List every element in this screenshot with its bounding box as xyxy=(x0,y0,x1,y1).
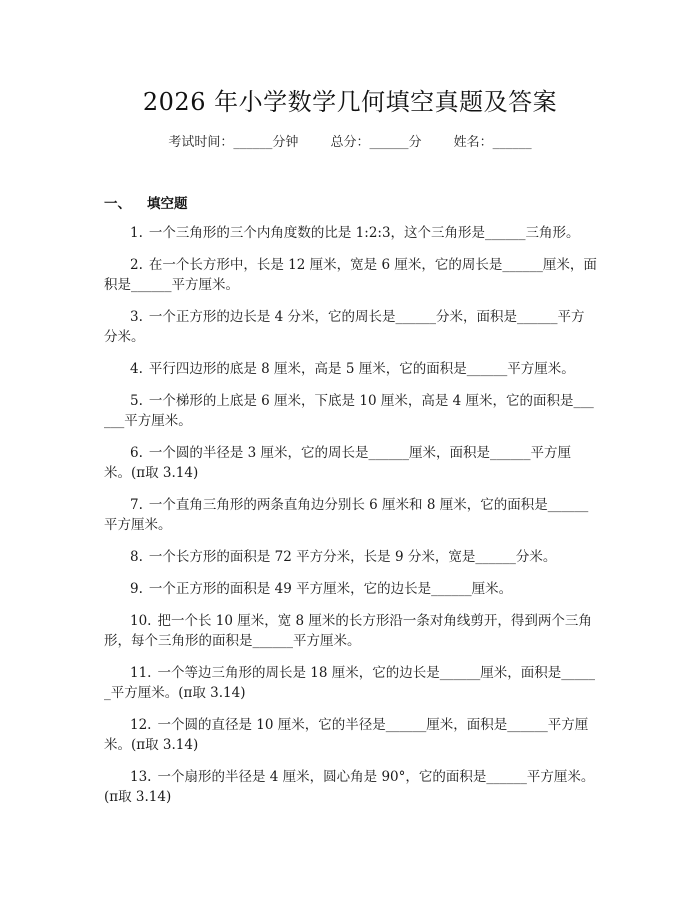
page-title: 2026 年小学数学几何填空真题及答案 xyxy=(142,88,558,116)
question-number: 2. xyxy=(130,257,143,273)
question-list xyxy=(104,223,598,819)
question-number: 11. xyxy=(130,665,152,681)
question-item xyxy=(104,767,598,807)
question-text: 一个三角形的三个内角度数的比是 1:2:3，这个三角形是______三角形。 xyxy=(148,225,580,241)
question-number: 10. xyxy=(130,613,152,629)
question-text: 一个圆的直径是 10 厘米，它的半径是______厘米，面积是______平方厘米。(π取 3.14) xyxy=(104,717,589,753)
section-title: 填空题 xyxy=(147,196,188,212)
question-text: 在一个长方形中，长是 12 厘米，宽是 6 厘米，它的周长是______厘米，面积是______平方厘米。 xyxy=(104,257,597,293)
question-item xyxy=(104,359,598,379)
section-number: 一、 xyxy=(104,196,131,212)
question-item xyxy=(104,223,598,243)
question-number: 7. xyxy=(130,497,143,513)
question-item xyxy=(104,391,598,431)
question-text: 一个正方形的边长是 4 分米，它的周长是______分米，面积是______平方分米。 xyxy=(104,309,585,345)
question-number: 1. xyxy=(130,225,143,241)
question-text: 一个长方形的面积是 72 平方分米，长是 9 分米，宽是______分米。 xyxy=(148,549,557,565)
question-number: 3. xyxy=(130,309,143,325)
question-item xyxy=(104,547,598,567)
exam-time: 考试时间：______分钟 xyxy=(168,135,299,150)
question-text: 一个等边三角形的周长是 18 厘米，它的边长是______厘米，面积是______平方厘米。(π取 3.14) xyxy=(104,665,595,701)
question-text: 一个直角三角形的两条直角边分别长 6 厘米和 8 厘米，它的面积是______平方厘米。 xyxy=(104,497,589,533)
question-text: 一个梯形的上底是 6 厘米，下底是 10 厘米，高是 4 厘米，它的面积是______平方厘米。 xyxy=(104,393,594,429)
total-score: 总分：______分 xyxy=(330,135,422,150)
question-item xyxy=(104,663,598,703)
question-item xyxy=(104,443,598,483)
question-number: 6. xyxy=(130,445,143,461)
question-number: 13. xyxy=(130,769,152,785)
question-text: 把一个长 10 厘米，宽 8 厘米的长方形沿一条对角线剪开，得到两个三角形，每个三角形的面积是______平方厘米。 xyxy=(104,613,592,649)
question-number: 8. xyxy=(130,549,143,565)
question-item xyxy=(104,579,598,599)
question-number: 5. xyxy=(130,393,143,409)
section-heading xyxy=(104,192,188,212)
exam-meta xyxy=(0,131,700,150)
question-number: 4. xyxy=(130,361,143,377)
question-number: 12. xyxy=(130,717,152,733)
question-item xyxy=(104,307,598,347)
question-number: 9. xyxy=(130,581,143,597)
question-text: 一个扇形的半径是 4 厘米，圆心角是 90°，它的面积是______平方厘米。(π取 3.14) xyxy=(104,769,595,805)
student-name: 姓名：______ xyxy=(453,135,532,150)
question-text: 一个圆的半径是 3 厘米，它的周长是______厘米，面积是______平方厘米。(π取 3.14) xyxy=(104,445,572,481)
question-text: 一个正方形的面积是 49 平方厘米，它的边长是______厘米。 xyxy=(148,581,513,597)
question-item xyxy=(104,255,598,295)
question-item xyxy=(104,495,598,535)
question-text: 平行四边形的底是 8 厘米，高是 5 厘米，它的面积是______平方厘米。 xyxy=(148,361,575,377)
question-item xyxy=(104,715,598,755)
question-item xyxy=(104,611,598,651)
